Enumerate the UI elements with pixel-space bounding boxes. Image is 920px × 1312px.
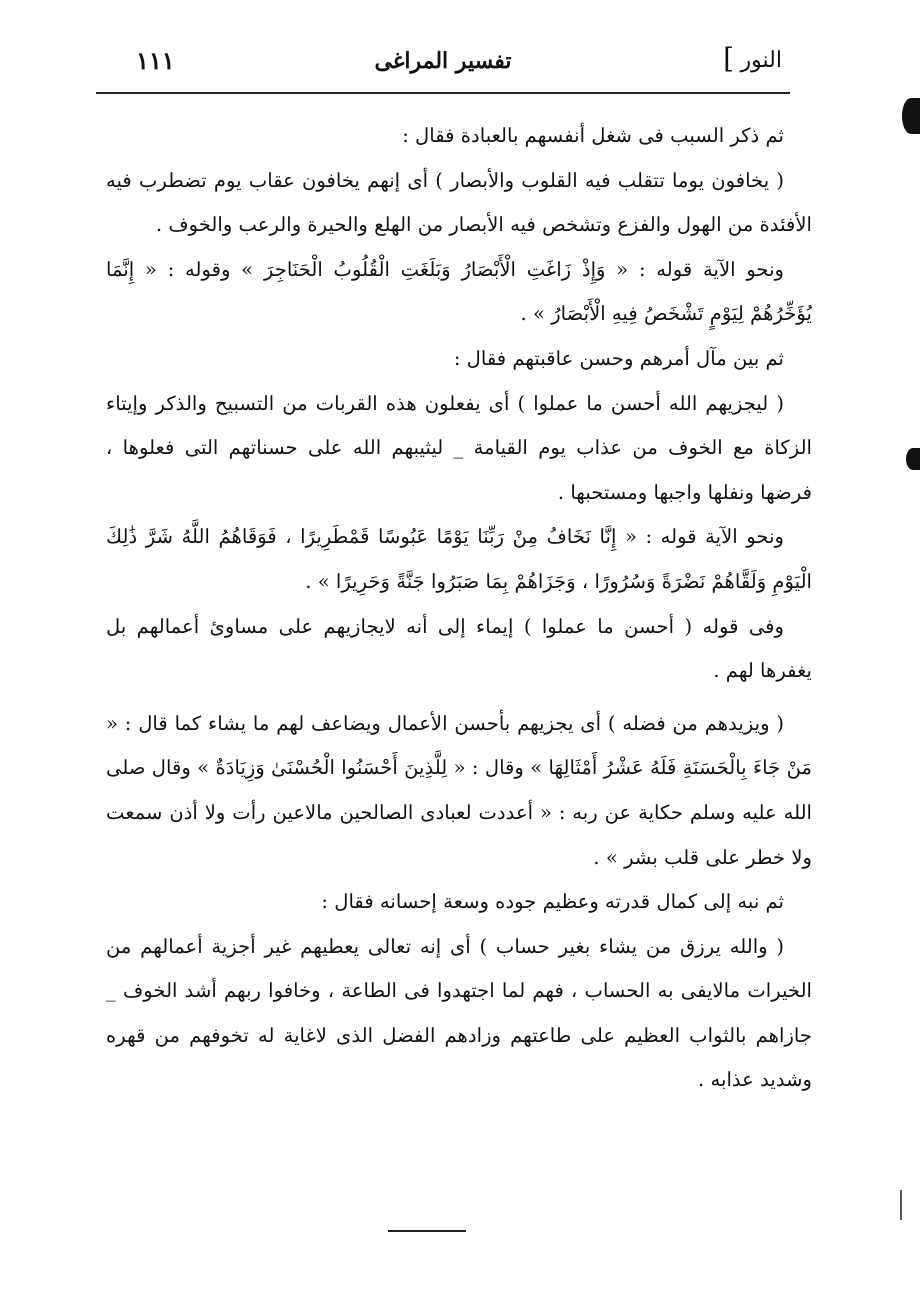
paragraph: ثم بين مآل أمرهم وحسن عاقبتهم فقال : bbox=[453, 346, 784, 370]
section-end-rule bbox=[388, 1230, 466, 1232]
paragraph: ثم نبه إلى كمال قدرته وعظيم جوده وسعة إحسانه فقال : bbox=[321, 890, 784, 914]
running-header bbox=[96, 40, 790, 90]
surah-name: النور bbox=[740, 48, 782, 73]
header-bracket: ] bbox=[723, 42, 734, 75]
paragraph: ( يخافون يوما تتقلب فيه القلوب والأبصار ) أى إنهم يخافون عقاب يوم تضطرب فيه الأفئدة من الهول والفزع وتشخص فيه الأبصار من الهلع والحيرة والرعب والخوف . bbox=[106, 168, 812, 237]
scan-edge-mark bbox=[900, 1190, 910, 1220]
page-number: ١١١ bbox=[136, 46, 175, 75]
paragraph: ونحو الآية قوله : « إِنَّا نَخَافُ مِنْ رَبِّنَا يَوْمًا عَبُوسًا قَمْطَرِيرًا ، فَوَقَاهُمُ اللَّهُ شَرَّ ذَٰلِكَ الْيَوْمِ وَلَقَّاهُمْ نَضْرَةً وَسُرُورًا ، وَجَزَاهُمْ بِمَا صَبَرُوا جَنَّةً وَحَرِيرًا » . bbox=[106, 525, 812, 593]
scan-edge-mark bbox=[902, 98, 920, 134]
header-rule bbox=[96, 92, 790, 94]
paragraph: وفى قوله ( أحسن ما عملوا ) إيماء إلى أنه لايجازيهم على مساوئ أعمالهم بل يغفرها لهم . bbox=[106, 614, 812, 683]
paragraph: ( والله يرزق من يشاء بغير حساب ) أى إنه تعالى يعطيهم غير أجزية أعمالهم من الخيرات مالايفى به الحساب ، فهم لما اجتهدوا فى الطاعة ، وخافوا ربهم أشد الخوف _ جازاهم بالثواب العظيم على طاعتهم وزادهم الفضل الذى لاغاية له تخوفهم من قهره وشديد عذابه . bbox=[106, 934, 812, 1092]
paragraph: ثم ذكر السبب فى شغل أنفسهم بالعبادة فقال : bbox=[402, 124, 784, 147]
paragraph: ( ويزيدهم من فضله ) أى يجزيهم بأحسن الأعمال ويضاعف لهم ما يشاء كما قال : « مَنْ جَاءَ بِالْحَسَنَةِ فَلَهُ عَشْرُ أَمْثَالِهَا » وقال : « لِلَّذِينَ أَحْسَنُوا الْحُسْنَىٰ وَزِيَادَةٌ » وقال صلى الله عليه وسلم حكاية عن ربه : « أعددت لعبادى الصالحين مالاعين رأت ولا أذن سمعت ولا خطر على قلب بشر » . bbox=[106, 711, 812, 869]
page-body bbox=[106, 114, 812, 1103]
paragraph: ونحو الآية قوله : « وَإِذْ زَاغَتِ الْأَبْصَارُ وَبَلَغَتِ الْقُلُوبُ الْحَنَاجِرَ » وقوله : « إِنَّمَا يُؤَخِّرُهُمْ لِيَوْمٍ تَشْخَصُ فِيهِ الْأَبْصَارُ » . bbox=[106, 257, 812, 326]
scan-edge-mark bbox=[906, 448, 920, 470]
book-title: تفسير المراغى bbox=[374, 48, 512, 74]
paragraph: ( ليجزيهم الله أحسن ما عملوا ) أى يفعلون هذه القربات من التسبيح والذكر وإيتاء الزكاة مع الخوف من عذاب يوم القيامة _ ليثيبهم الله على حسناتهم التى فعلوها ، فرضها ونفلها واجبها ومستحبها . bbox=[106, 391, 812, 504]
